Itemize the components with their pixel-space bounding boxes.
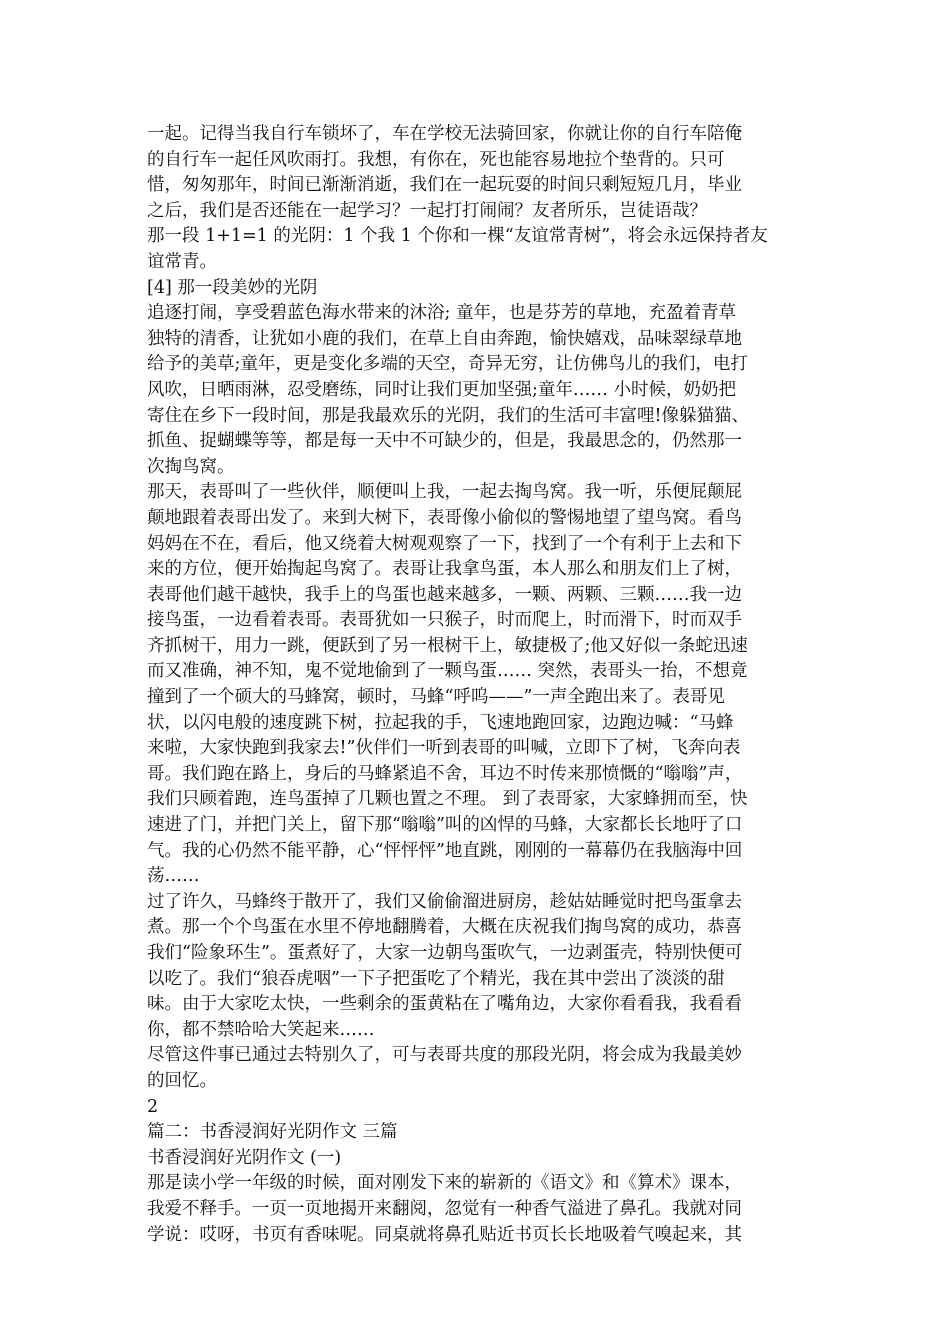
text-line: 齐抓树干，用力一跳，便跃到了另一根树干上，敏捷极了;他又好似一条蛇迅速 bbox=[147, 635, 748, 656]
text-line: 味。由于大家吃太快，一些剩余的蛋黄粘在了嘴角边，大家你看看我，我看看 bbox=[147, 994, 742, 1015]
text-line: 那天，表哥叫了一些伙伴，顺便叫上我，一起去掏鸟窝。我一听，乐便屁颠屁 bbox=[147, 482, 742, 503]
text-line: 那是读小学一年级的时候，面对刚发下来的崭新的《语文》和《算术》课本， bbox=[147, 1173, 742, 1194]
text-line: 哥。我们跑在路上，身后的马蜂紧追不舍，耳边不时传来那愤慨的“嗡嗡”声， bbox=[147, 763, 743, 784]
text-line: 我们“险象环生”。蛋煮好了，大家一边朝鸟蛋吹气，一边剥蛋壳，特别快便可 bbox=[147, 943, 743, 963]
text-line: 惜，匆匆那年，时间已渐渐消逝，我们在一起玩耍的时间只剩短短几月，毕业 bbox=[147, 175, 742, 196]
text-line: 那一段 1+1=1 的光阴：1 个我 1 个你和一棵“友谊常青树”，将会永远保持者友 bbox=[147, 226, 768, 247]
text-line: 我爱不释手。一页一页地揭开来翻阅，忽觉有一种香气溢进了鼻孔。我就对同 bbox=[147, 1198, 742, 1219]
text-line: 你，都不禁哈哈大笑起来…… bbox=[147, 1019, 375, 1040]
text-line: 妈妈在不在，看后，他又绕着大树观观察了一下，找到了一个有利于上去和下 bbox=[147, 533, 742, 554]
text-line: 表哥他们越干越快，我手上的鸟蛋也越来越多，一颗、两颗、三颗……我一边 bbox=[147, 584, 742, 605]
text-line: 风吹，日晒雨淋，忍受磨练，同时让我们更加坚强;童年…… 小时候，奶奶把 bbox=[147, 379, 736, 400]
text-line: 寄住在乡下一段时间，那是我最欢乐的光阴，我们的生活可丰富哩!像躲猫猫、 bbox=[147, 405, 750, 426]
text-line: 以吃了。我们“狼吞虎咽”一下子把蛋吃了个精光，我在其中尝出了淡淡的甜 bbox=[147, 968, 725, 989]
text-line: 抓鱼、捉蝴蝶等等，都是每一天中不可缺少的，但是，我最思念的，仍然那一 bbox=[147, 431, 742, 452]
text-line: 状，以闪电般的速度跳下树，拉起我的手，飞速地跑回家，边跑边喊：“马蜂 bbox=[147, 712, 734, 733]
text-line: 尽管这件事已通过去特别久了，可与表哥共度的那段光阴，将会成为我最美妙 bbox=[147, 1045, 742, 1066]
text-line: 过了许久，马蜂终于散开了，我们又偷偷溜进厨房，趁姑姑睡觉时把鸟蛋拿去 bbox=[147, 891, 742, 912]
text-line: 次掏鸟窝。 bbox=[147, 456, 235, 477]
text-line: 来的方位，便开始掏起鸟窝了。表哥让我拿鸟蛋，本人那么和朋友们上了树， bbox=[147, 559, 742, 580]
section-heading: [4] 那一段美妙的光阴 bbox=[147, 277, 318, 298]
text-line: 之后，我们是否还能在一起学习？一起打打闹闹？友者所乐，岂徒语哉？ bbox=[147, 200, 707, 221]
text-line: 速进了门，并把门关上，留下那“嗡嗡”叫的凶悍的马蜂，大家都长长地吁了口 bbox=[147, 815, 743, 836]
text-line: 一起。记得当我自行车锁坏了，车在学校无法骑回家，你就让你的自行车陪俺 bbox=[147, 124, 742, 144]
text-line: 的自行车一起任风吹雨打。我想，有你在，死也能容易地拉个垫背的。只可 bbox=[147, 149, 725, 170]
text-line: 给予的美草;童年，更是变化多端的天空，奇异无穷，让仿佛鸟儿的我们，电打 bbox=[147, 354, 748, 375]
text-line: 学说：哎呀，书页有香味呢。同桌就将鼻孔贴近书页长长地吸着气嗅起来，其 bbox=[147, 1224, 742, 1245]
section-heading: 书香浸润好光阴作文 (一) bbox=[147, 1147, 342, 1168]
chapter-heading: 篇二：书香浸润好光阴作文 三篇 bbox=[147, 1122, 398, 1143]
text-line: 荡…… bbox=[147, 866, 200, 887]
text-line: 接鸟蛋，一边看着表哥。表哥犹如一只猴子，时而爬上，时而滑下，时而双手 bbox=[147, 610, 742, 631]
text-line: 谊常青。 bbox=[147, 251, 217, 272]
text-line: 来啦，大家快跑到我家去!”伙伴们一听到表哥的叫喊，立即下了树，飞奔向表 bbox=[147, 738, 741, 759]
text-line: 气。我的心仍然不能平静，心“怦怦怦”地直跳，刚刚的一幕幕仍在我脑海中回 bbox=[147, 840, 743, 861]
text-line: 颠地跟着表哥出发了。来到大树下，表哥像小偷似的警惕地望了望鸟窝。看鸟 bbox=[147, 507, 742, 528]
text-line: 的回忆。 bbox=[147, 1070, 217, 1091]
text-line: 追逐打闹，享受碧蓝色海水带来的沐浴; 童年，也是芬芳的草地，充盈着青草 bbox=[147, 303, 736, 324]
text-line: 撞到了一个硕大的马蜂窝，顿时，马蜂“呼呜——”一声全跑出来了。表哥见 bbox=[147, 687, 725, 708]
text-line: 煮。那一个个鸟蛋在水里不停地翻腾着，大概在庆祝我们掏鸟窝的成功，恭喜 bbox=[147, 917, 742, 938]
text-line: 我们只顾着跑，连鸟蛋掉了几颗也置之不理。 到了表哥家，大家蜂拥而至，快 bbox=[147, 789, 748, 810]
document-page bbox=[147, 122, 807, 1248]
text-line: 而又准确，神不知，鬼不觉地偷到了一颗鸟蛋…… 突然，表哥头一抬，不想竟 bbox=[147, 661, 748, 682]
page-number: 2 bbox=[147, 1096, 159, 1117]
text-line: 独特的清香，让犹如小鹿的我们，在草上自由奔跑，愉快嬉戏，品味翠绿草地 bbox=[147, 328, 742, 349]
